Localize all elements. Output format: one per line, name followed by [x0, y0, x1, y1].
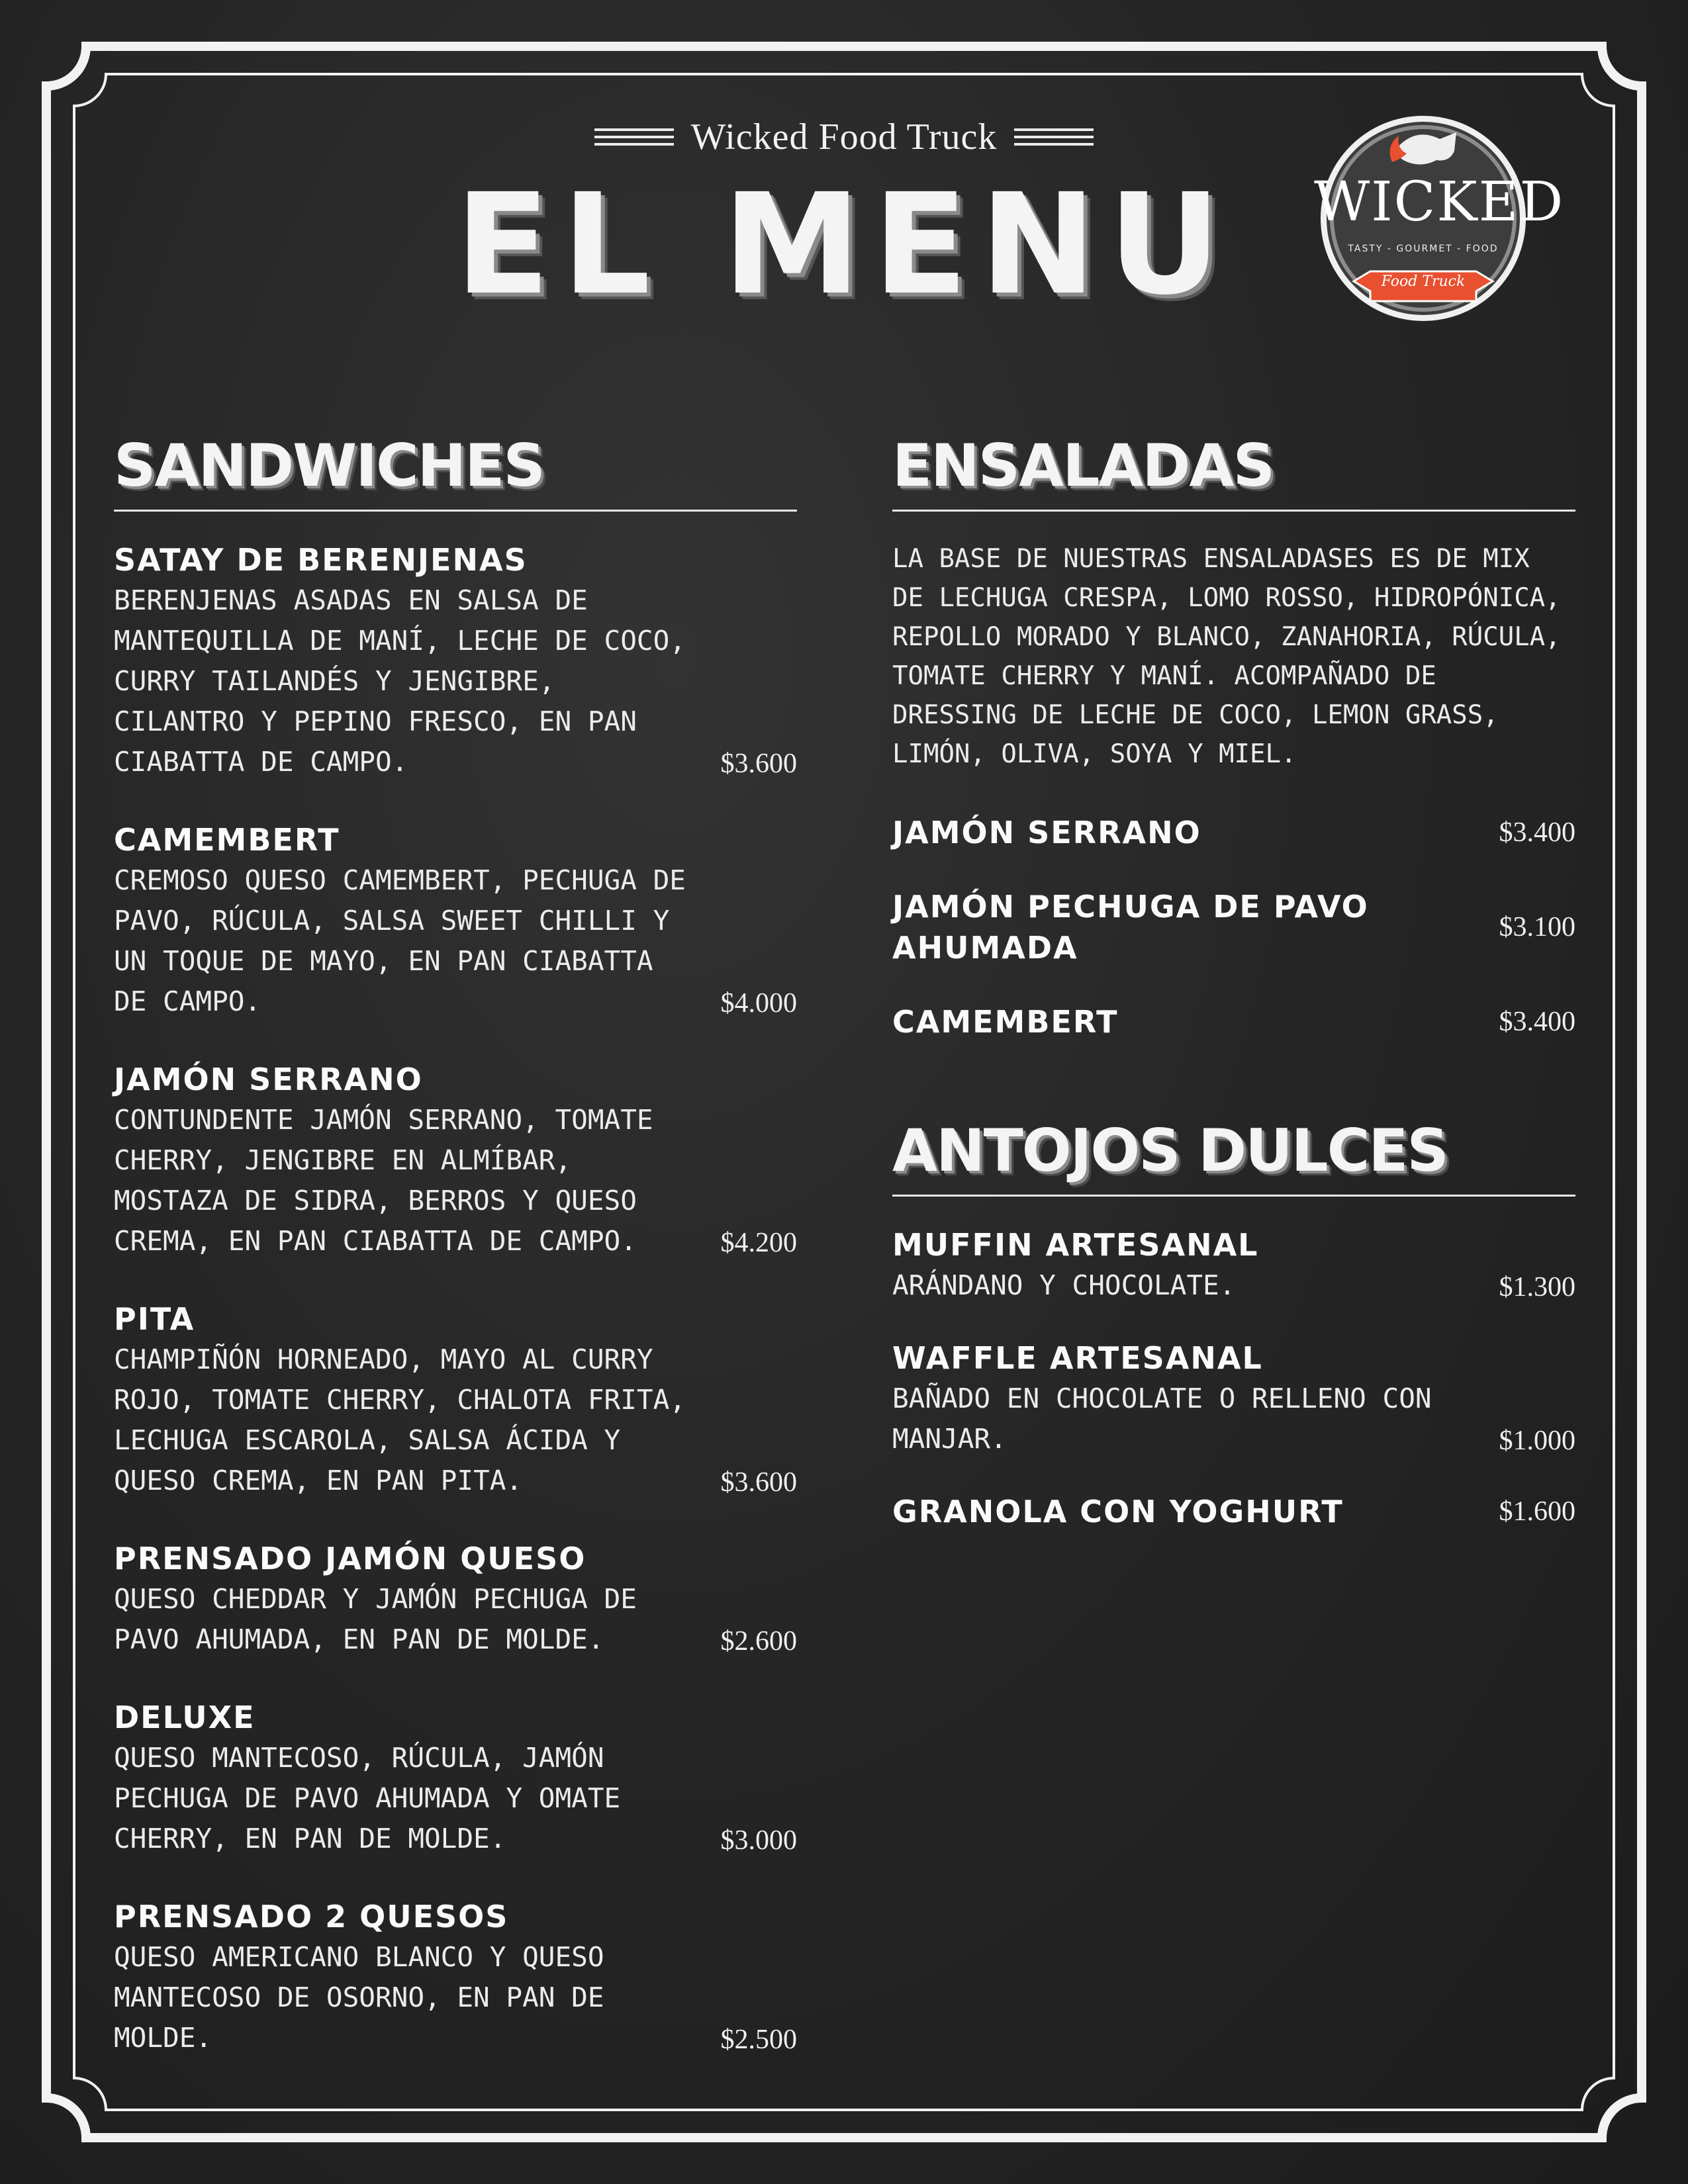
- menu-item: [114, 539, 797, 782]
- item-description: CHAMPIÑÓN HORNEADO, MAYO AL CURRY ROJO, TOMATE CHERRY, CHALOTA FRITA, LECHUGA ESCAROLA, SALSA ÁCIDA Y QUESO CREMA, EN PAN PITA.: [114, 1343, 686, 1496]
- section-title-sandwiches: SANDWICHES: [114, 432, 544, 500]
- item-description: BERENJENAS ASADAS EN SALSA DE MANTEQUILLA DE MANÍ, LECHE DE COCO, CURRY TAILANDÉS Y JENGIBRE, CILANTRO Y PEPINO FRESCO, EN PAN CIABATTA DE CAMPO.: [114, 584, 686, 778]
- section-divider: [892, 510, 1575, 512]
- menu-item: [114, 1538, 797, 1660]
- item-price: $1.600: [1499, 1496, 1575, 1527]
- item-price: $3.400: [1499, 1007, 1575, 1037]
- right-column: [892, 432, 1575, 1569]
- decorative-lines-right: [1014, 128, 1094, 146]
- menu-item: [892, 1224, 1575, 1306]
- item-name: SATAY DE BERENJENAS: [114, 542, 528, 578]
- sandwiches-column: [114, 432, 797, 2095]
- item-name: DELUXE: [114, 1700, 256, 1735]
- menu-title: EL MENU: [455, 163, 1233, 326]
- menu-item: [892, 886, 1575, 968]
- logo-tagline: TASTY - GOURMET - FOOD: [1348, 244, 1499, 254]
- item-price: $4.200: [720, 1228, 797, 1258]
- item-name: JAMÓN SERRANO: [892, 815, 1201, 850]
- section-divider: [892, 1195, 1575, 1197]
- item-price: $2.500: [720, 2025, 797, 2055]
- menu-item: [892, 1001, 1575, 1042]
- menu-item: [114, 1896, 797, 2058]
- item-price: $4.000: [720, 988, 797, 1019]
- ensaladas-intro: LA BASE DE NUESTRAS ENSALADASES ES DE MIX DE LECHUGA CRESPA, LOMO ROSSO, HIDROPÓNICA, REPOLLO MORADO Y BLANCO, ZANAHORIA, RÚCULA, TOMATE CHERRY Y MANÍ. ACOMPAÑADO DE DRESSING DE LECHE DE COCO, LEMON GRASS, LIMÓN, OLIVA, SOYA Y MIEL.: [892, 544, 1561, 769]
- item-description: QUESO AMERICANO BLANCO Y QUESO MANTECOSO DE OSORNO, EN PAN DE MOLDE.: [114, 1941, 604, 2054]
- item-description: ARÁNDANO Y CHOCOLATE.: [892, 1269, 1236, 1301]
- item-name: PITA: [114, 1301, 195, 1337]
- section-divider: [114, 510, 797, 512]
- section-title-ensaladas: ENSALADAS: [892, 432, 1274, 500]
- item-price: $1.300: [1499, 1272, 1575, 1302]
- item-name: GRANOLA CON YOGHURT: [892, 1494, 1344, 1529]
- menu-item: [114, 819, 797, 1022]
- section-title-dulces: ANTOJOS DULCES: [892, 1116, 1448, 1185]
- item-price: $3.600: [720, 1467, 797, 1498]
- item-name: MUFFIN ARTESANAL: [892, 1227, 1259, 1263]
- item-name: JAMÓN PECHUGA DE PAVO AHUMADA: [892, 889, 1369, 966]
- menu-item: [114, 1298, 797, 1501]
- item-description: BAÑADO EN CHOCOLATE O RELLENO CON MANJAR.: [892, 1383, 1432, 1455]
- item-price: $3.100: [1499, 912, 1575, 942]
- item-description: CREMOSO QUESO CAMEMBERT, PECHUGA DE PAVO, RÚCULA, SALSA SWEET CHILLI Y UN TOQUE DE MAYO, EN PAN CIABATTA DE CAMPO.: [114, 864, 686, 1017]
- logo-ribbon-text: Food Truck: [1381, 273, 1466, 290]
- item-description: QUESO MANTECOSO, RÚCULA, JAMÓN PECHUGA DE PAVO AHUMADA Y OMATE CHERRY, EN PAN DE MOLDE.: [114, 1742, 621, 1854]
- menu-item: [114, 1059, 797, 1261]
- item-price: $3.000: [720, 1825, 797, 1856]
- decorative-lines-left: [594, 128, 674, 146]
- item-price: $1.000: [1499, 1426, 1575, 1456]
- menu-item: [114, 1697, 797, 1859]
- item-name: JAMÓN SERRANO: [114, 1062, 423, 1097]
- menu-item: [892, 1491, 1575, 1532]
- item-price: $2.600: [720, 1626, 797, 1657]
- item-name: PRENSADO 2 QUESOS: [114, 1899, 509, 1934]
- wicked-logo: [1314, 113, 1565, 331]
- item-name: PRENSADO JAMÓN QUESO: [114, 1541, 586, 1576]
- item-name: CAMEMBERT: [114, 822, 340, 858]
- menu-item: [892, 812, 1575, 853]
- item-price: $3.600: [720, 749, 797, 779]
- logo-wordmark: WICKED: [1314, 171, 1565, 234]
- item-description: QUESO CHEDDAR Y JAMÓN PECHUGA DE PAVO AHUMADA, EN PAN DE MOLDE.: [114, 1583, 637, 1655]
- item-name: CAMEMBERT: [892, 1004, 1119, 1040]
- item-description: CONTUNDENTE JAMÓN SERRANO, TOMATE CHERRY, JENGIBRE EN ALMÍBAR, MOSTAZA DE SIDRA, BERROS Y QUESO CREMA, EN PAN CIABATTA DE CAMPO.: [114, 1104, 653, 1257]
- item-name: WAFFLE ARTESANAL: [892, 1340, 1263, 1376]
- item-price: $3.400: [1499, 817, 1575, 848]
- menu-item: [892, 1338, 1575, 1459]
- restaurant-name: Wicked Food Truck: [690, 116, 998, 158]
